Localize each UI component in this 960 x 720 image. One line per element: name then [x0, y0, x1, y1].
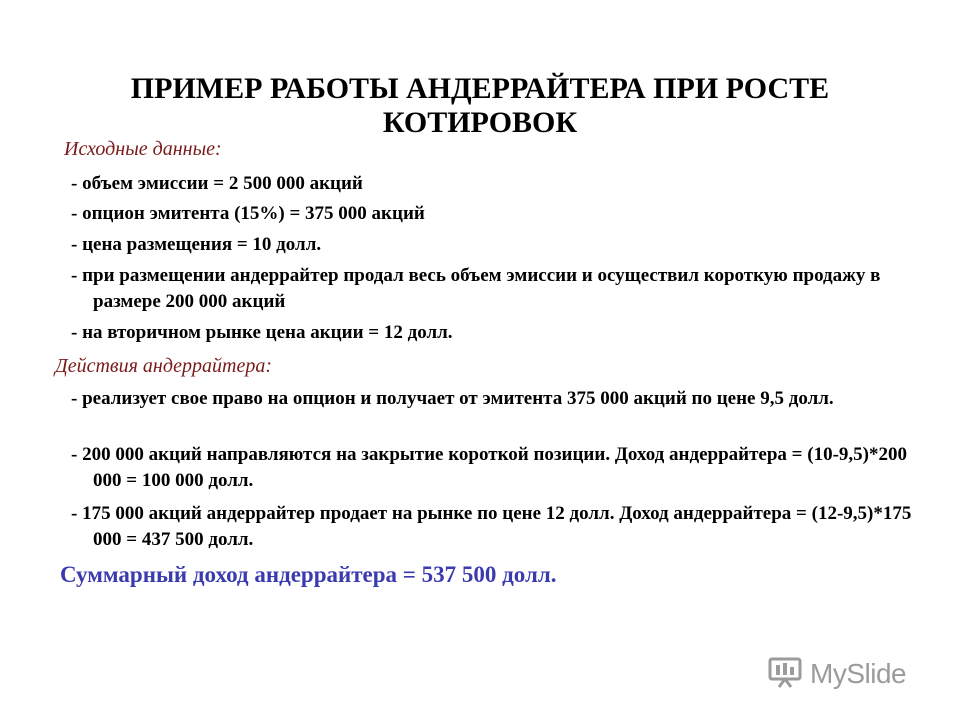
action-item: - реализует свое право на опцион и получает от эмитента 375 000 акций по цене 9,5 долл. [71, 388, 834, 409]
watermark-text: MySlide [810, 658, 907, 689]
action-item: - 200 000 акций направляются на закрытие короткой позиции. Доход андеррайтера = (10-9,5)*200 000 = 100 000 долл. [71, 444, 907, 491]
initial-data-item: - при размещении андеррайтер продал весь объем эмиссии и осуществил короткую продажу в размере 200 000 акций [71, 265, 881, 312]
action-item: - 175 000 акций андеррайтер продает на рынке по цене 12 долл. Доход андеррайтера = (12-9,5)*175 000 = 437 500 долл. [71, 503, 912, 550]
initial-data-heading: Исходные данные: [64, 138, 222, 160]
slide-title: ПРИМЕР РАБОТЫ АНДЕРРАЙТЕРА ПРИ РОСТЕ КОТИРОВОК [130, 72, 830, 139]
watermark [768, 656, 906, 692]
initial-data-item: - опцион эмитента (15%) = 375 000 акций [71, 203, 425, 224]
initial-data-item: - объем эмиссии = 2 500 000 акций [71, 173, 363, 194]
initial-data-item: - на вторичном рынке цена акции = 12 долл. [71, 322, 453, 343]
summary-income: Суммарный доход андеррайтера = 537 500 долл. [60, 562, 557, 587]
myslide-logo-icon [768, 655, 804, 694]
actions-heading: Действия андеррайтера: [55, 355, 273, 377]
initial-data-item: - цена размещения = 10 долл. [71, 234, 322, 255]
